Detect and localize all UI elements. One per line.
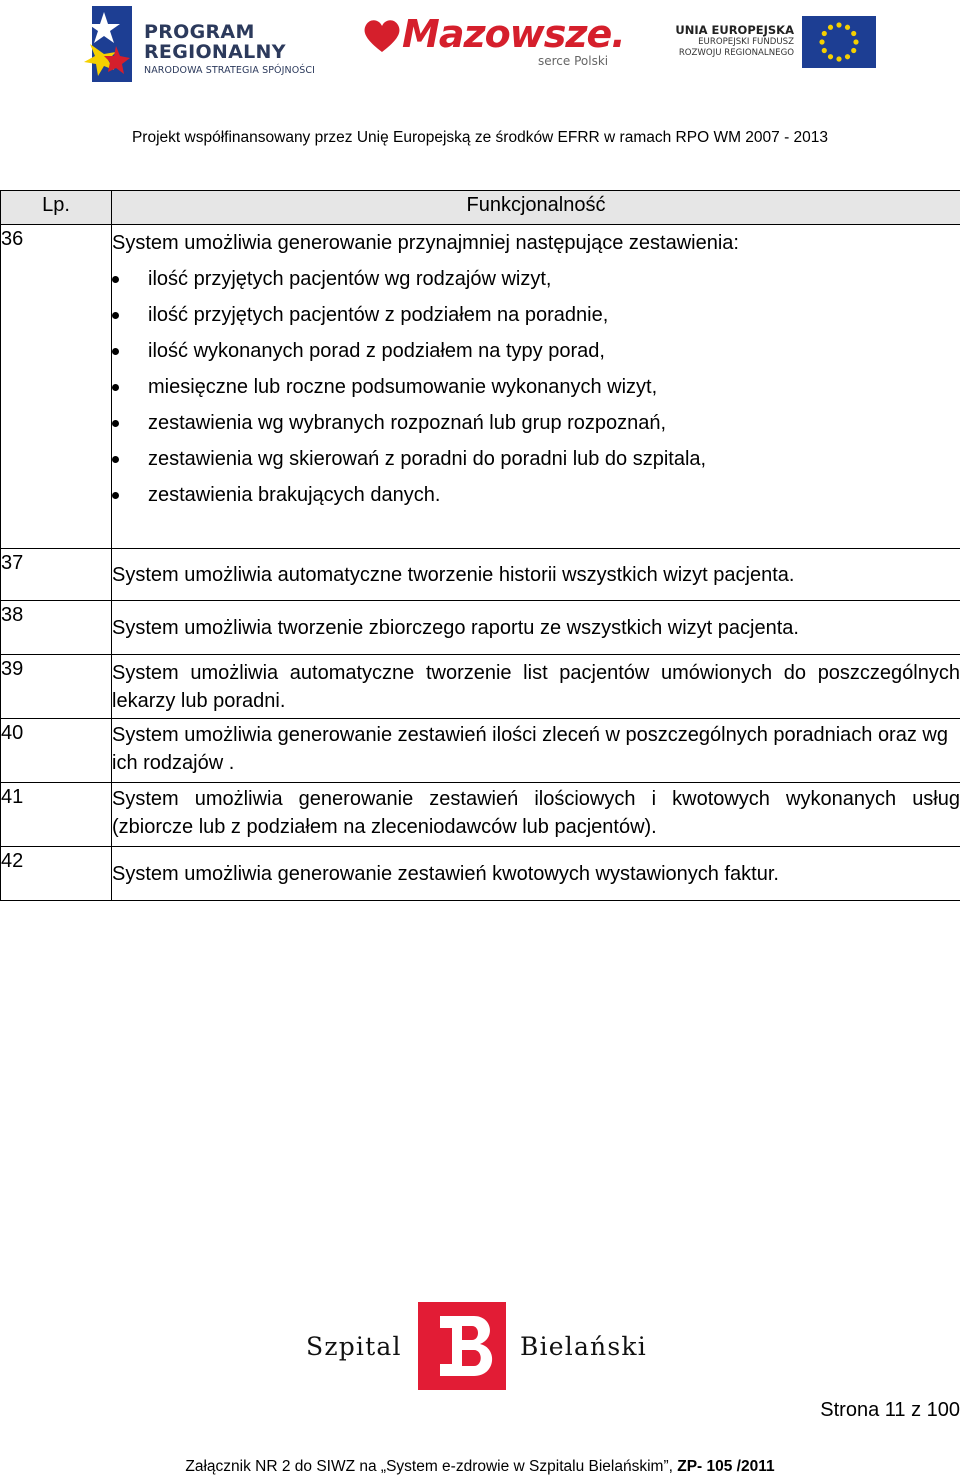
row-text: System umożliwia generowanie zestawień ilości zleceń w poszczególnych poradniach oraz wg ich rodzajów .	[112, 719, 960, 783]
list-item: miesięczne lub roczne podsumowanie wykonanych wizyt,	[112, 369, 960, 405]
row-text: System umożliwia automatyczne tworzenie list pacjentów umówionych do poszczególnych lekarzy lub poradni.	[112, 655, 960, 719]
eu-star-icon	[819, 39, 824, 44]
letter-b-icon	[418, 1302, 506, 1390]
program-logo-line3: NARODOWA STRATEGIA SPÓJNOŚCI	[144, 65, 316, 76]
eu-logo-line3: ROZWOJU REGIONALNEGO	[678, 48, 794, 58]
eu-star-icon	[828, 54, 833, 59]
mazowsze-subtitle: serce Polski	[538, 54, 609, 68]
list-item: zestawienia wg wybranych rozpoznań lub grup rozpoznań,	[112, 405, 960, 441]
row-number: 36	[1, 225, 112, 549]
eu-logo-line1: UNIA EUROPEJSKA	[675, 23, 794, 37]
table-row	[1, 225, 960, 549]
logo-text-bielanski: Bielański	[520, 1332, 647, 1361]
table-header-row	[1, 191, 960, 225]
row-number: 41	[1, 783, 112, 847]
program-star-icon	[82, 6, 134, 82]
row-number: 37	[1, 549, 112, 601]
eu-star-icon	[851, 48, 856, 53]
requirements-table	[0, 190, 960, 901]
report-list	[112, 261, 960, 513]
program-logo-line2: REGIONALNY	[144, 41, 286, 63]
table-row	[1, 783, 960, 847]
row-number: 38	[1, 601, 112, 655]
eu-star-icon	[828, 25, 833, 30]
annex-footer	[0, 1457, 960, 1477]
table-row	[1, 655, 960, 719]
table-row	[1, 719, 960, 783]
column-header-functionality: Funkcjonalność	[112, 191, 960, 225]
eu-star-icon	[851, 31, 856, 36]
program-logo-line1: PROGRAM	[144, 21, 255, 43]
row-text: System umożliwia automatyczne tworzenie historii wszystkich wizyt pacjenta.	[112, 549, 960, 601]
list-item: zestawienia brakujących danych.	[112, 477, 960, 513]
table-row	[1, 847, 960, 901]
heart-icon	[362, 18, 402, 54]
table-row	[1, 549, 960, 601]
logo-text-szpital: Szpital	[306, 1332, 402, 1361]
table-row	[1, 601, 960, 655]
eu-star-icon	[822, 48, 827, 53]
mazowsze-logo	[362, 10, 625, 76]
eu-star-icon	[836, 56, 841, 61]
eu-star-icon	[836, 22, 841, 27]
row-text: System umożliwia generowanie zestawień kwotowych wystawionych faktur.	[112, 847, 960, 901]
program-logo-text	[144, 22, 315, 76]
szpital-bielanski-logo	[300, 1300, 660, 1392]
eu-star-icon	[822, 31, 827, 36]
row36-intro: System umożliwia generowanie przynajmniej następujące zestawienia:	[112, 232, 739, 254]
row-number: 42	[1, 847, 112, 901]
row-number: 40	[1, 719, 112, 783]
column-header-lp: Lp.	[1, 191, 112, 225]
eu-star-icon	[845, 54, 850, 59]
cofinancing-note: Projekt współfinansowany przez Unię Europejską ze środków EFRR w ramach RPO WM 2007 - 2013	[131, 129, 829, 146]
eu-star-icon	[845, 25, 850, 30]
eu-logo-line2: EUROPEJSKI FUNDUSZ	[698, 37, 794, 47]
list-item: ilość przyjętych pacjentów z podziałem na poradnie,	[112, 297, 960, 333]
list-item: ilość przyjętych pacjentów wg rodzajów wizyt,	[112, 261, 960, 297]
eu-logo-text	[652, 24, 794, 59]
eu-logo	[652, 14, 880, 70]
annex-text: Załącznik NR 2 do SIWZ na „System e-zdrowie w Szpitalu Bielańskim”,	[185, 1458, 673, 1475]
eu-star-icon	[853, 39, 858, 44]
page-number: Strona 11 z 100	[820, 1399, 960, 1421]
program-regionalny-logo	[78, 2, 328, 82]
row-text: System umożliwia generowanie zestawień ilościowych i kwotowych wykonanych usług (zbiorcze lub z podziałem na zleceniodawców lub pacjentów).	[112, 783, 960, 847]
row-text: System umożliwia tworzenie zbiorczego raportu ze wszystkich wizyt pacjenta.	[112, 601, 960, 655]
header-logos	[78, 0, 880, 82]
list-item: ilość wykonanych porad z podziałem na typy porad,	[112, 333, 960, 369]
annex-code: ZP- 105 /2011	[677, 1458, 775, 1475]
eu-flag-icon	[802, 16, 876, 68]
row-text	[112, 225, 960, 549]
list-item: zestawienia wg skierowań z poradni do poradni lub do szpitala,	[112, 441, 960, 477]
mazowsze-title: Mazowsze.	[402, 12, 625, 56]
row-number: 39	[1, 655, 112, 719]
